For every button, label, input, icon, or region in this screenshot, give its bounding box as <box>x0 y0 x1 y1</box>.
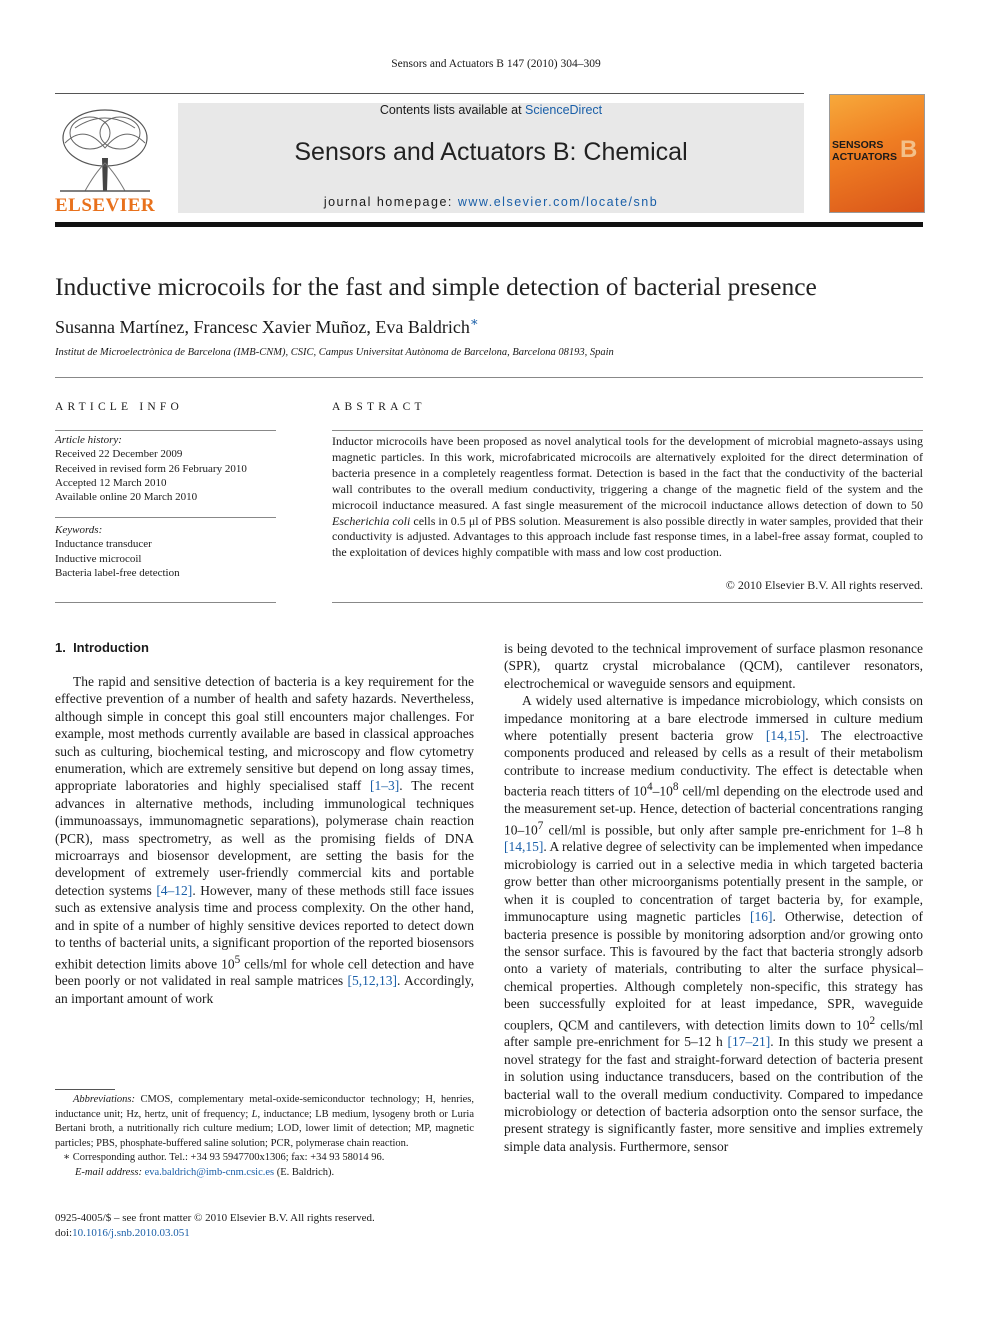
superscript: 4 <box>646 781 653 794</box>
email-label: E-mail address: <box>75 1166 142 1178</box>
journal-homepage <box>178 195 804 209</box>
keywords-rule <box>55 517 276 518</box>
text-run: cell/ml is possible, but only after sample pre-enrichment for 1–8 h <box>543 822 923 838</box>
corresponding-author-footnote: ∗ Corresponding author. Tel.: +34 93 5947700x1306; fax: +34 93 58014 96. <box>63 1152 385 1163</box>
intro-paragraph-2 <box>504 692 923 1155</box>
text-run: A widely used alternative is impedance microbiology, which consists on impedance monitoring at a bare electrode immersed in culture medium where potentially present bacteria grow <box>504 693 923 744</box>
cover-title-line-1: SENSORS <box>832 139 884 151</box>
doi-label: doi: <box>55 1227 73 1239</box>
issn-line: 0925-4005/$ – see front matter © 2010 Elsevier B.V. All rights reserved. <box>55 1212 375 1224</box>
citation-link[interactable]: [14,15] <box>504 839 544 855</box>
superscript: 8 <box>672 781 679 794</box>
intro-right-column <box>504 640 923 1155</box>
text-run: . Accordingly, an important amount of work <box>55 973 475 1006</box>
text-run: cells/ml for whole cell detection and have been poorly or not validated in real sample matrices <box>55 956 474 989</box>
article-title: Inductive microcoils for the fast and simple detection of bacterial presence <box>55 272 817 301</box>
homepage-label: journal homepage: <box>323 195 458 209</box>
keyword-item: Inductive microcoil <box>55 552 142 565</box>
superscript: 7 <box>537 819 544 832</box>
email-link[interactable]: eva.baldrich@imb-cnm.csic.es <box>144 1166 275 1178</box>
abstract-species: Escherichia coli <box>332 513 411 528</box>
text-run: The rapid and sensitive detection of bacteria is a key requirement for the effective prevention of a number of health and safety hazards. Nevertheless, although simple in concept this goal still encounters major challenges. For example, most methods currently available are based in classical approaches such as culturing, biochemical testing, and microscopy and flow cytometry enumeration, which are extremely sensitive but depend on long assay times, appropriate laboratories and highly specialised staff <box>55 674 474 794</box>
email-footnote <box>55 1166 474 1181</box>
sciencedirect-link[interactable]: ScienceDirect <box>525 103 603 117</box>
keyword-item: Bacteria label-free detection <box>55 566 180 579</box>
abstract-text <box>332 434 923 561</box>
contents-line <box>178 103 804 117</box>
history-accepted: Accepted 12 March 2010 <box>55 476 167 489</box>
text-run: . The electroactive components produced and released by cells as a result of their metabolism contribute to increase medium conductivity. The effect is detectable when bacteria reach titters of 10 <box>504 728 923 799</box>
text-run: . However, many of these methods still face issues such as extensive analysis time and process complexity. On the other hand, and in spite of a number of highly sensitive devices reported to detect down to tenths of bacterial units, a significant proportion of the reported biosensors exhibit detection limits above 10 <box>55 882 474 971</box>
text-run: –10 <box>652 783 673 799</box>
title-divider <box>55 377 923 378</box>
text-run: L <box>251 1108 258 1120</box>
contents-prefix: Contents lists available at <box>379 103 526 117</box>
history-revised: Received in revised form 26 February 2010 <box>55 462 247 475</box>
article-info-heading: ARTICLE INFO <box>55 401 183 413</box>
affiliation: Institut de Microelectrònica de Barcelona (IMB-CNM), CSIC, Campus Universitat Autònoma de Barcelona, Barcelona 08193, Spain <box>55 347 614 358</box>
citation-link[interactable]: [1–3] <box>370 778 400 794</box>
citation-link[interactable]: [16] <box>749 909 773 925</box>
elsevier-tree-icon <box>55 103 155 195</box>
keywords <box>55 523 276 580</box>
elsevier-wordmark: ELSEVIER <box>55 195 156 216</box>
intro-left-column <box>55 673 474 1007</box>
text-run: cell/ml depending on the electrode used and the measurement set-up. Hence, detection of bacterial concentrations ranging 10–10 <box>504 783 923 838</box>
intro-paragraph-1 <box>55 673 474 1007</box>
article-info-rule <box>55 430 276 431</box>
citation-link[interactable]: [14,15] <box>765 728 806 744</box>
superscript: 2 <box>869 1014 876 1027</box>
citation-link[interactable]: [5,12,13] <box>347 973 398 989</box>
abbreviations-label: Abbreviations: <box>73 1094 136 1105</box>
citation-link[interactable]: [17–21] <box>727 1034 771 1050</box>
header-top-rule <box>55 93 804 94</box>
abstract-part-1: Inductor microcoils have been proposed as novel analytical tools for the development of microbial magneto-assays using magnetic particles. In this work, microfabricated microcoils are alternatively exploited for the direct determination of bacteria presence in a completely reagentless format. Detection is based in the fact that the conductivity of the bacterial wall contributes to the overall medium conductivity, triggering a change of the magnetic field of the system and the microcoil inductance measured. A fast single measurement of the microcoil inductance allows detection of down to 50 <box>332 434 923 512</box>
intro-paragraph-continued: is being devoted to the technical improvement of surface plasmon resonance (SPR), quartz crystal microbalance (QCM), cantilever resonators, electrochemical or waveguide sensors and equipment. <box>504 641 923 691</box>
homepage-link[interactable]: www.elsevier.com/locate/snb <box>457 195 659 209</box>
journal-name: Sensors and Actuators B: Chemical <box>294 138 688 166</box>
text-run: , inductance; LB medium, lysogeny broth or Luria Bertani broth, a nutritionally rich culture medium; LOD, lower limit of detection; MP, magnetic particles; PBS, phosphate-buffered saline solution; PCR, polymerase chain reaction. <box>55 1108 474 1149</box>
history-label: Article history: <box>55 434 122 446</box>
text-run: (E. Baldrich). <box>274 1166 335 1178</box>
text-run: . Otherwise, detection of bacteria presence is possible by monitoring adsorption and/or growing onto the sensor surface. This is favoured by the fact that bacteria strongly adsorb onto a variety of materials, contributing to alter the surface physical–chemical properties. Although completely non-specific, this strategy has been successfully exploited for at least impedance, SPR, waveguide couplers, QCM and cantilevers, with detection limits down to 10 <box>504 909 923 1033</box>
corresponding-author-mark[interactable]: ∗ <box>469 314 479 329</box>
cover-title-line-2: ACTUATORS <box>832 151 897 163</box>
article-info-bottom-rule <box>55 602 276 603</box>
text-run: . The recent advances in alternative methods, including immunological techniques (immunoassays, immunomagnetic separations), polymerase chain reaction (PCR), mass spectrometry, as well as the promising fields of DNA microarrays and biosensor development, are setting the basis for the development of extremely user-friendly commercial kits and portable detection systems <box>55 778 474 898</box>
article-history <box>55 433 276 504</box>
history-online: Available online 20 March 2010 <box>55 491 198 504</box>
cover-title <box>832 139 897 163</box>
abbreviations-footnote <box>55 1093 474 1151</box>
author-names: Susanna Martínez, Francesc Xavier Muñoz, Eva Baldrich <box>55 317 470 337</box>
cover-letter: B <box>900 136 918 163</box>
abstract-bottom-rule <box>332 602 923 603</box>
citation-link[interactable]: [4–12] <box>156 882 193 898</box>
author-list <box>55 314 479 338</box>
footnotes <box>55 1093 474 1180</box>
abstract-heading: ABSTRACT <box>332 401 426 413</box>
front-matter <box>55 1211 375 1241</box>
elsevier-logo <box>55 103 155 195</box>
abstract-rule <box>332 430 923 431</box>
doi-line <box>55 1226 375 1241</box>
footnote-rule <box>55 1089 115 1090</box>
header-bottom-rule <box>55 222 923 227</box>
keywords-label: Keywords: <box>55 524 103 536</box>
journal-citation: Sensors and Actuators B 147 (2010) 304–309 <box>391 58 601 70</box>
superscript: 5 <box>234 953 241 966</box>
text-run: . In this study we present a novel strategy for the fast and straight-forward detection of bacteria present in solution using inductance transducers, based on the contribution of the bacterial wall to the overall medium conductivity. Compared to impedance microbiology or detection of bacteria adsorption onto the sensor surface, the present strategy is significantly faster, more sensitive and implies extremely simple data analysis. Furthermore, sensor <box>504 1034 923 1154</box>
keyword-item: Inductance transducer <box>55 538 152 551</box>
abstract-copyright: © 2010 Elsevier B.V. All rights reserved. <box>725 578 923 592</box>
text-run: . A relative degree of selectivity can be implemented when impedance microbiology is carried out in a selective media in which targeted bacteria grow better than other microorganisms potentially present in the sample, or when it is coupled to concentration of target bacteria by, for example, immunocapture using magnetic particles <box>504 839 923 925</box>
section-heading-introduction: 1. Introduction <box>55 640 149 655</box>
text-run: cells/ml after sample pre-enrichment for 5–12 h <box>504 1017 923 1050</box>
text-run: CMOS, complementary metal-oxide-semiconductor technology; H, henries, inductance unit; Hz, hertz, unit of frequency; <box>55 1094 474 1120</box>
abstract-part-2: cells in 0.5 μl of PBS solution. Measurement is also possible directly in water samples, provided that their conductivity is adjusted. Advantages to this approach include fast response times, in a label-free assay format, coupled to the exploitation of devices highly compatible with mass and low cost production. <box>332 513 924 560</box>
history-received: Received 22 December 2009 <box>55 448 183 461</box>
doi-link[interactable]: 10.1016/j.snb.2010.03.051 <box>72 1227 190 1239</box>
